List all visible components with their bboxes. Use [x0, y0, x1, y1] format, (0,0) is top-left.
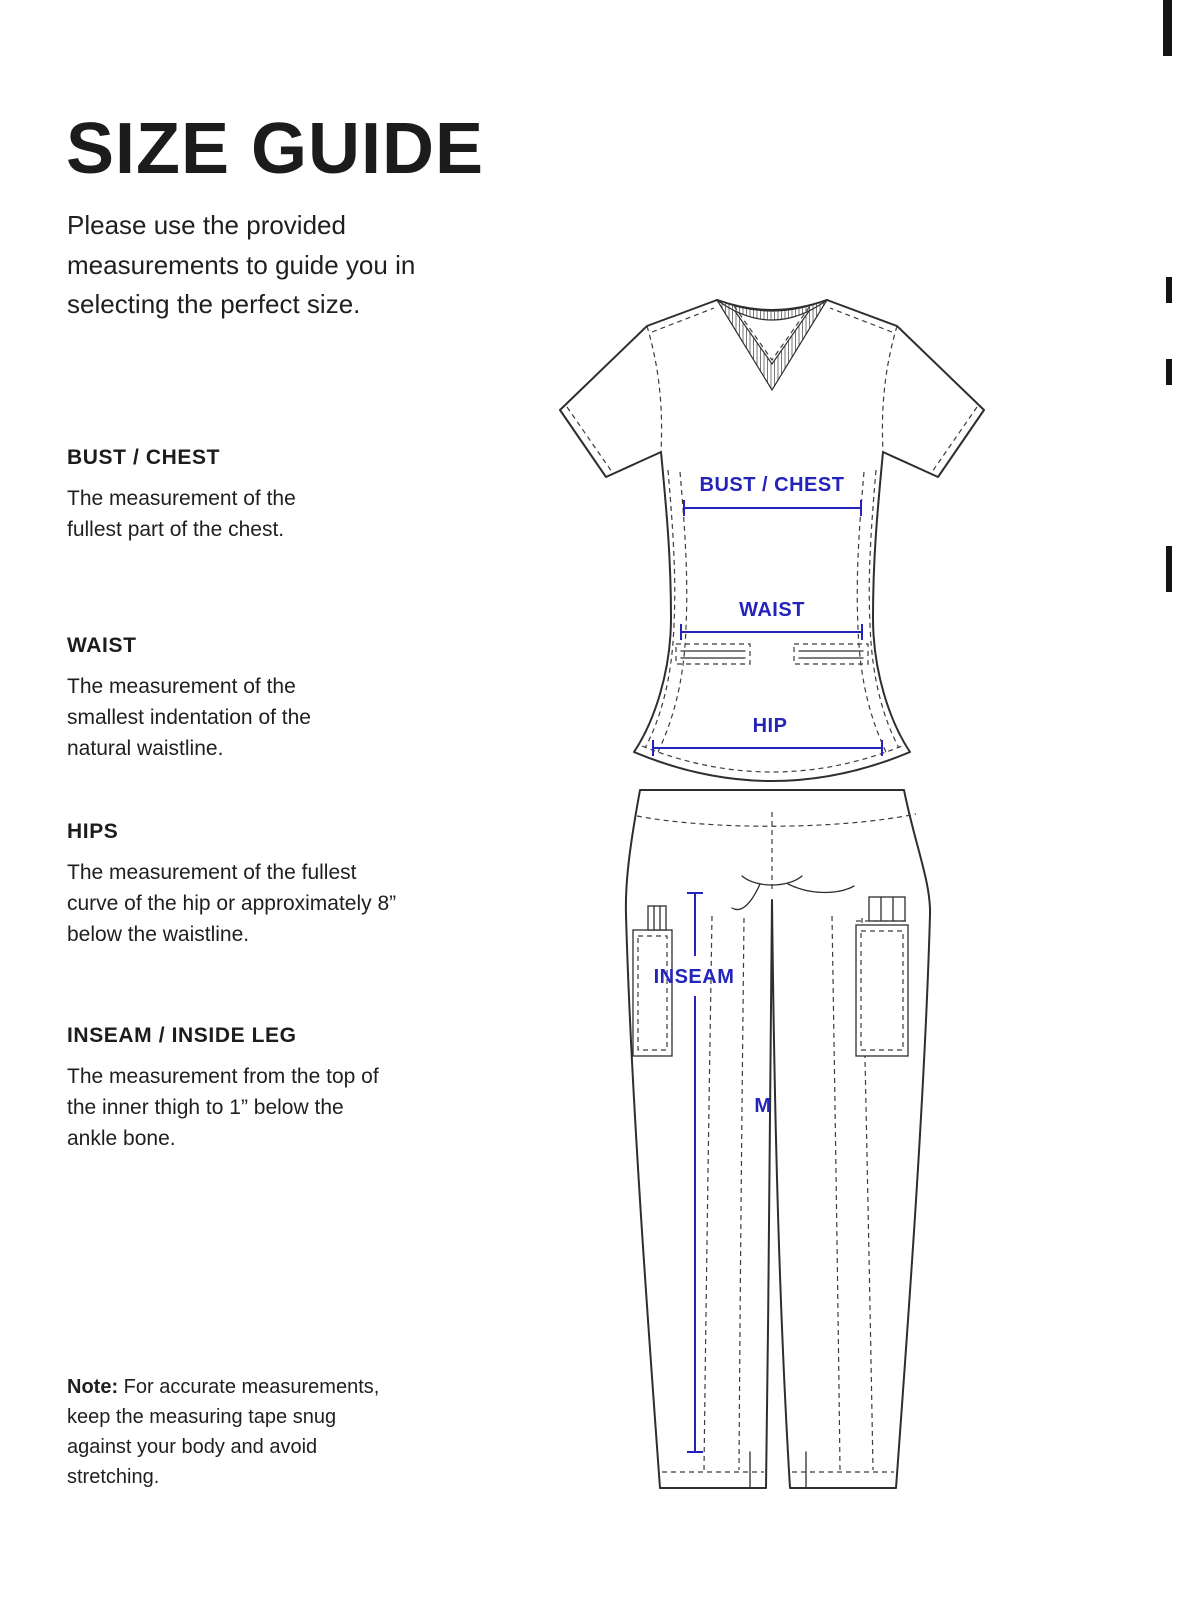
hip-label: HIP — [752, 715, 788, 737]
pants-outline — [626, 790, 930, 1488]
note — [67, 1372, 387, 1492]
pocket-tab — [648, 906, 666, 930]
inseam-label: INSEAM — [653, 966, 735, 988]
section-waist — [67, 634, 362, 765]
edge-artifact — [1166, 359, 1172, 385]
section-inseam — [67, 1024, 392, 1155]
scrub-top-drawing — [560, 300, 984, 781]
section-heading: HIPS — [67, 820, 119, 843]
section-body: The measurement of the fullest curve of the hip or approximately 8” below the waistline. — [67, 861, 397, 946]
edge-artifact — [1166, 546, 1172, 592]
section-heading: WAIST — [67, 634, 137, 657]
scrubs-illustration — [530, 280, 1000, 1530]
pocket-pen-slot — [869, 897, 905, 921]
page-title: SIZE GUIDE — [66, 109, 485, 190]
intro-text: Please use the provided measurements to guide you in selecting the perfect size. — [67, 210, 416, 320]
bust-label: BUST / CHEST — [699, 474, 845, 496]
section-body: The measurement of the smallest indentation of the natural waistline. — [67, 675, 311, 760]
section-body: The measurement of the fullest part of the chest. — [67, 487, 296, 541]
scrub-pants-drawing — [626, 790, 930, 1488]
section-body: The measurement from the top of the inner thigh to 1” below the ankle bone. — [67, 1065, 379, 1150]
pocket-body — [633, 930, 672, 1056]
note-label: Note: — [67, 1376, 119, 1398]
note-text: For accurate measurements, keep the measuring tape snug against your body and avoid stretching. — [67, 1376, 380, 1488]
section-heading: BUST / CHEST — [67, 446, 221, 469]
size-tag-label: M — [754, 1095, 772, 1117]
section-heading: INSEAM / INSIDE LEG — [67, 1024, 297, 1047]
edge-artifact — [1166, 277, 1172, 303]
section-hips — [67, 820, 402, 951]
section-bust-chest — [67, 446, 347, 546]
edge-artifact — [1163, 0, 1172, 56]
waist-label: WAIST — [739, 599, 805, 621]
pocket-body — [856, 925, 908, 1056]
